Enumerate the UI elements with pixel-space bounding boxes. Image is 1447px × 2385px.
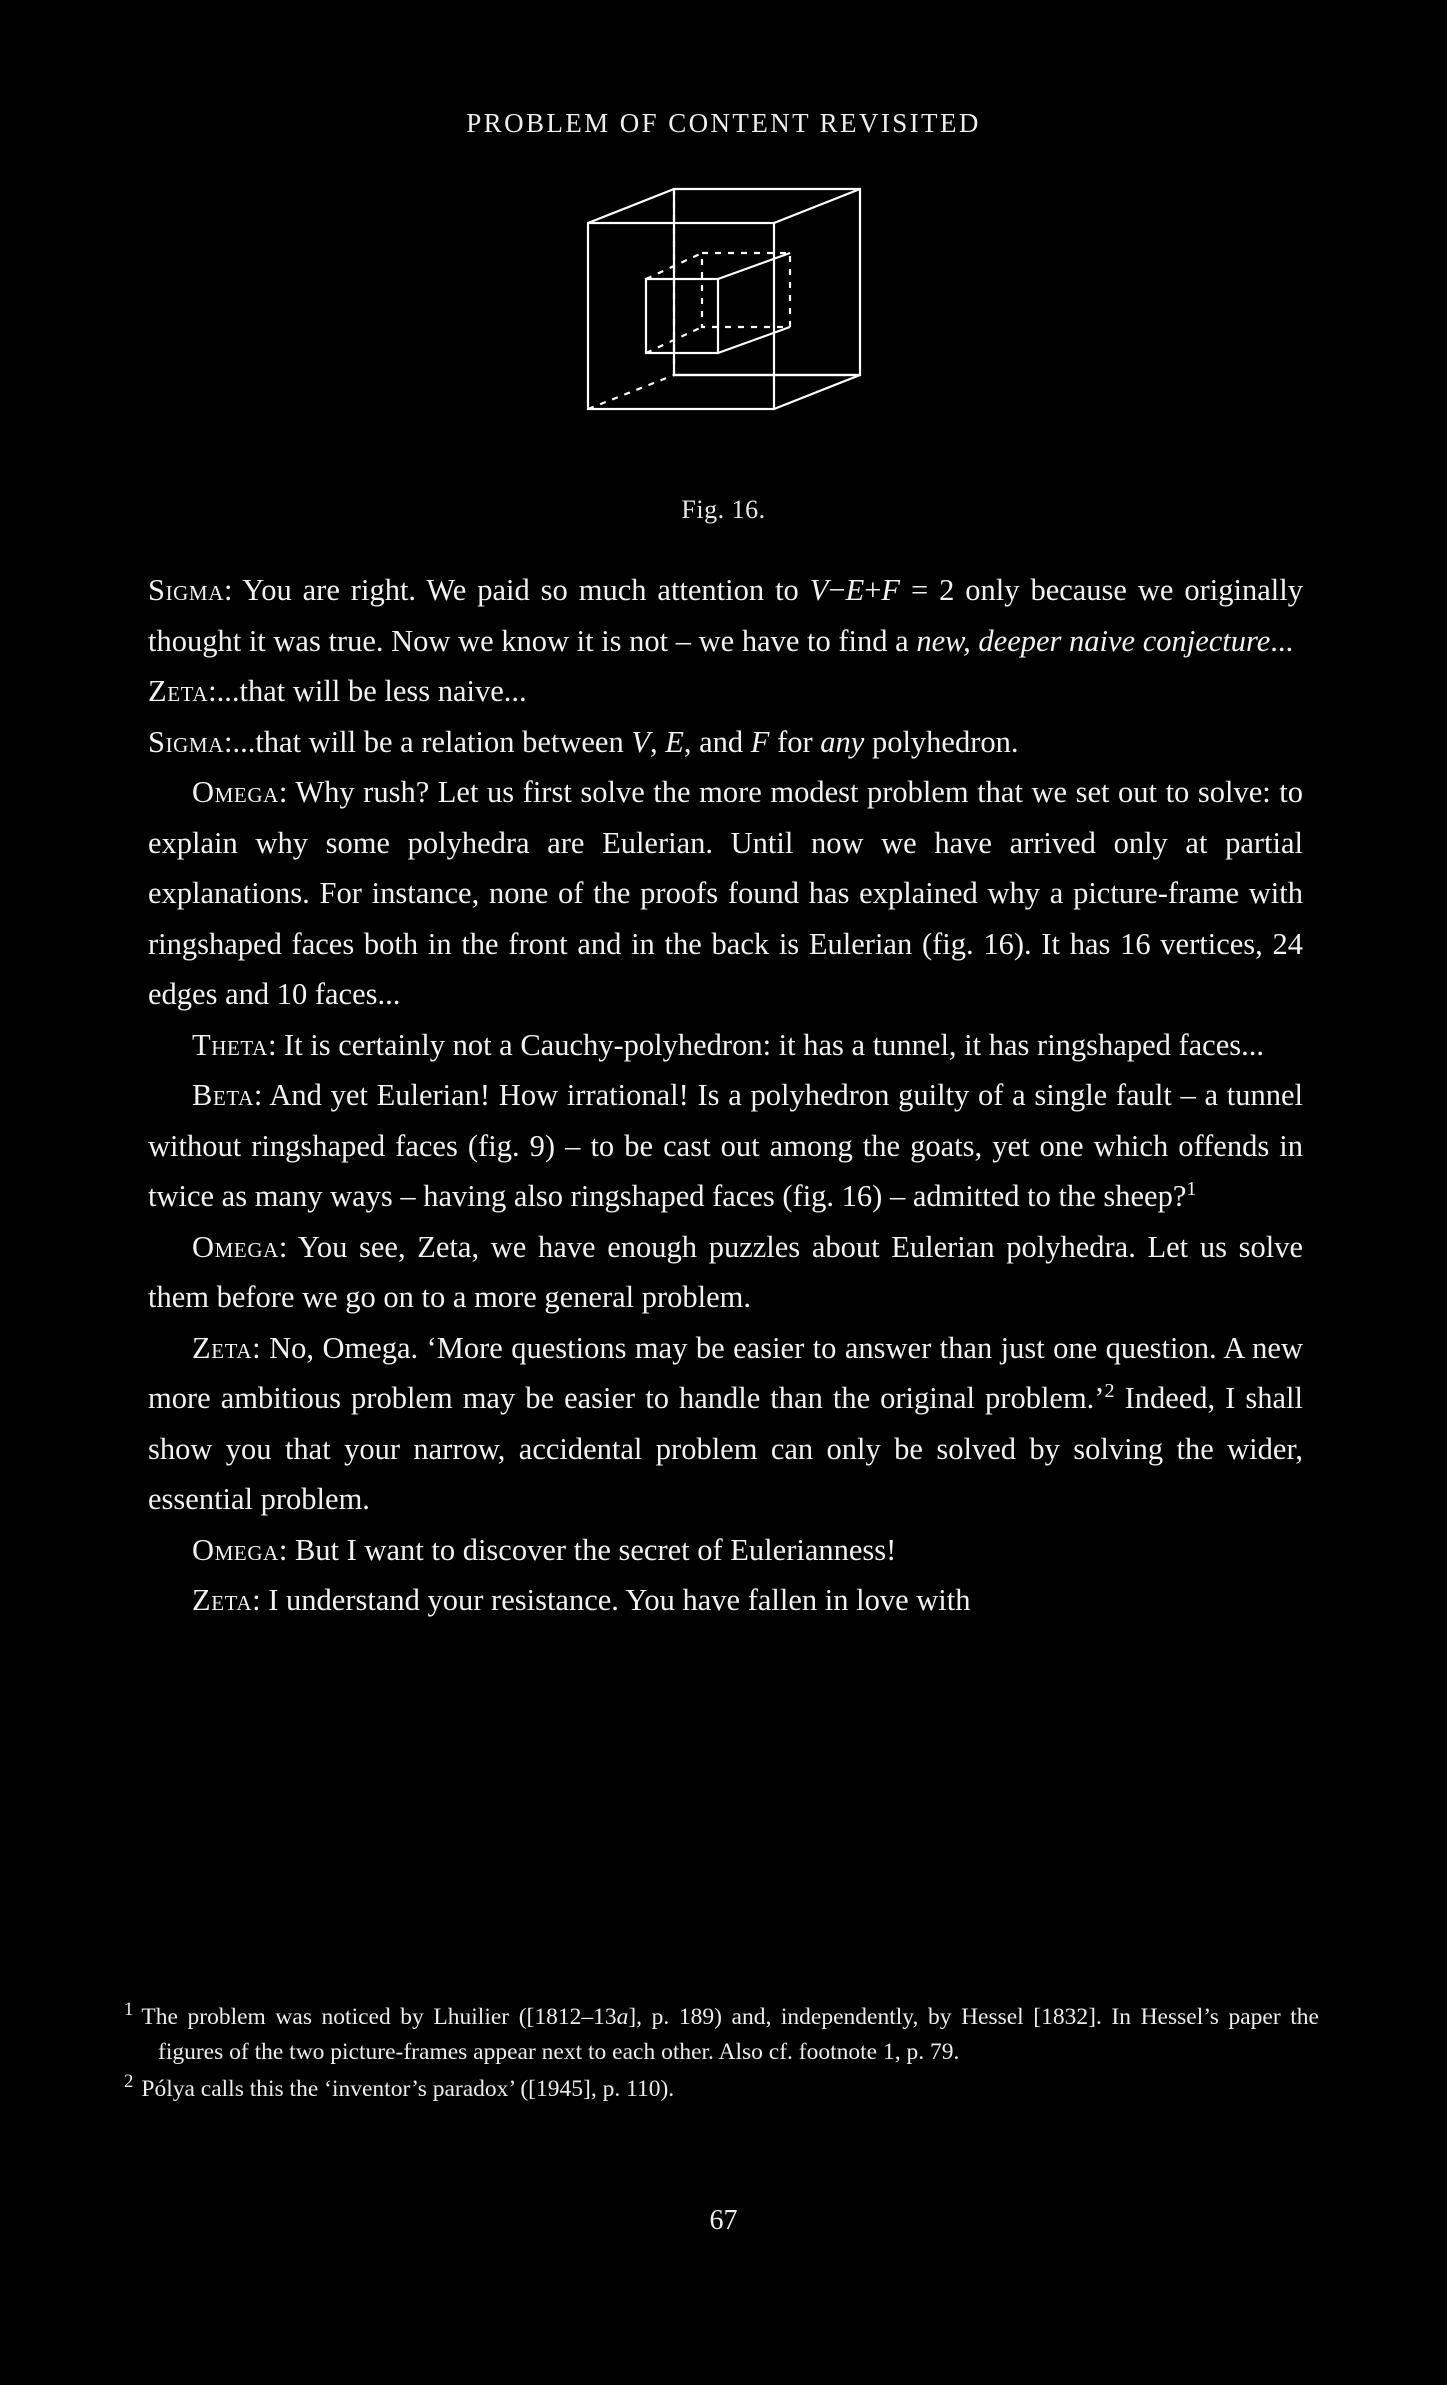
footnote-marker: 2 — [124, 2071, 134, 2093]
paragraph-theta: Theta: It is certainly not a Cauchy-polyhedron: it has a tunnel, it has ringshaped faces... — [192, 1027, 1264, 1062]
paragraph-zeta: Zeta: No, Omega. ‘More questions may be easier to answer than just one question. A new more ambitious problem may be easier to handle than the original problem.’$^2$ Indeed, I shall show you that your narrow, accidental problem can only be solved by solving the wider, essential problem. — [148, 1330, 1303, 1516]
body-text — [148, 565, 1303, 1626]
paragraph-omega: Omega: You see, Zeta, we have enough puzzles about Eulerian polyhedra. Let us solve them before we go on to a more general problem. — [148, 1229, 1303, 1314]
picture-frame-polyhedron-diagram — [574, 175, 874, 475]
figure-16 — [0, 175, 1447, 480]
paragraph-omega: Omega: But I want to discover the secret of Eulerianness! — [192, 1532, 897, 1567]
page-number: 67 — [709, 2205, 738, 2236]
paragraph-sigma: Sigma: You are right. We paid so much attention to V−E+F = 2 only because we originally thought it was true. Now we know it is not – we have to find a new, deeper naive conjecture... — [148, 573, 1303, 658]
footnote-2: $^2$ Pólya calls this the ‘inventor’s paradox’ ([1945], p. 110). — [124, 2071, 675, 2102]
paragraph-zeta: Zeta:...that will be less naive... — [148, 674, 527, 708]
paragraph-omega: Omega: Why rush? Let us first solve the more modest problem that we set out to solve: to explain why some polyhedra are Eulerian. Until now we have arrived only at partial explanations. For instance, none of the proofs found has explained why a picture-frame with ringshaped faces both in the front and in the back is Eulerian (fig. 16). It has 16 vertices, 24 edges and 10 faces... — [148, 775, 1303, 1011]
paragraph-sigma: Sigma:...that will be a relation between V, E, and F for any polyhedron. — [148, 724, 1019, 759]
running-head: PROBLEM OF CONTENT REVISITED — [466, 108, 981, 138]
footnotes — [124, 2000, 1319, 2109]
footnote-1: $^1$ The problem was noticed by Lhuilier ([1812–13a], p. 189) and, independently, by Hessel [1832]. In Hessel’s paper the figures of the two picture-frames appear next to each other. Also cf. footnote 1, p. 79. — [124, 1999, 1319, 2065]
footnote-marker: 1 — [124, 1999, 134, 2021]
paragraph-zeta: Zeta: I understand your resistance. You have fallen in love with — [192, 1583, 971, 1617]
paragraph-beta: Beta: And yet Eulerian! How irrational! Is a polyhedron guilty of a single fault – a tunnel without ringshaped faces (fig. 9) – to be cast out among the goats, yet one which offends in twice as many ways – having also ringshaped faces (fig. 16) – admitted to the sheep?$^1$ — [148, 1078, 1303, 1213]
figure-caption: Fig. 16. — [681, 495, 766, 524]
